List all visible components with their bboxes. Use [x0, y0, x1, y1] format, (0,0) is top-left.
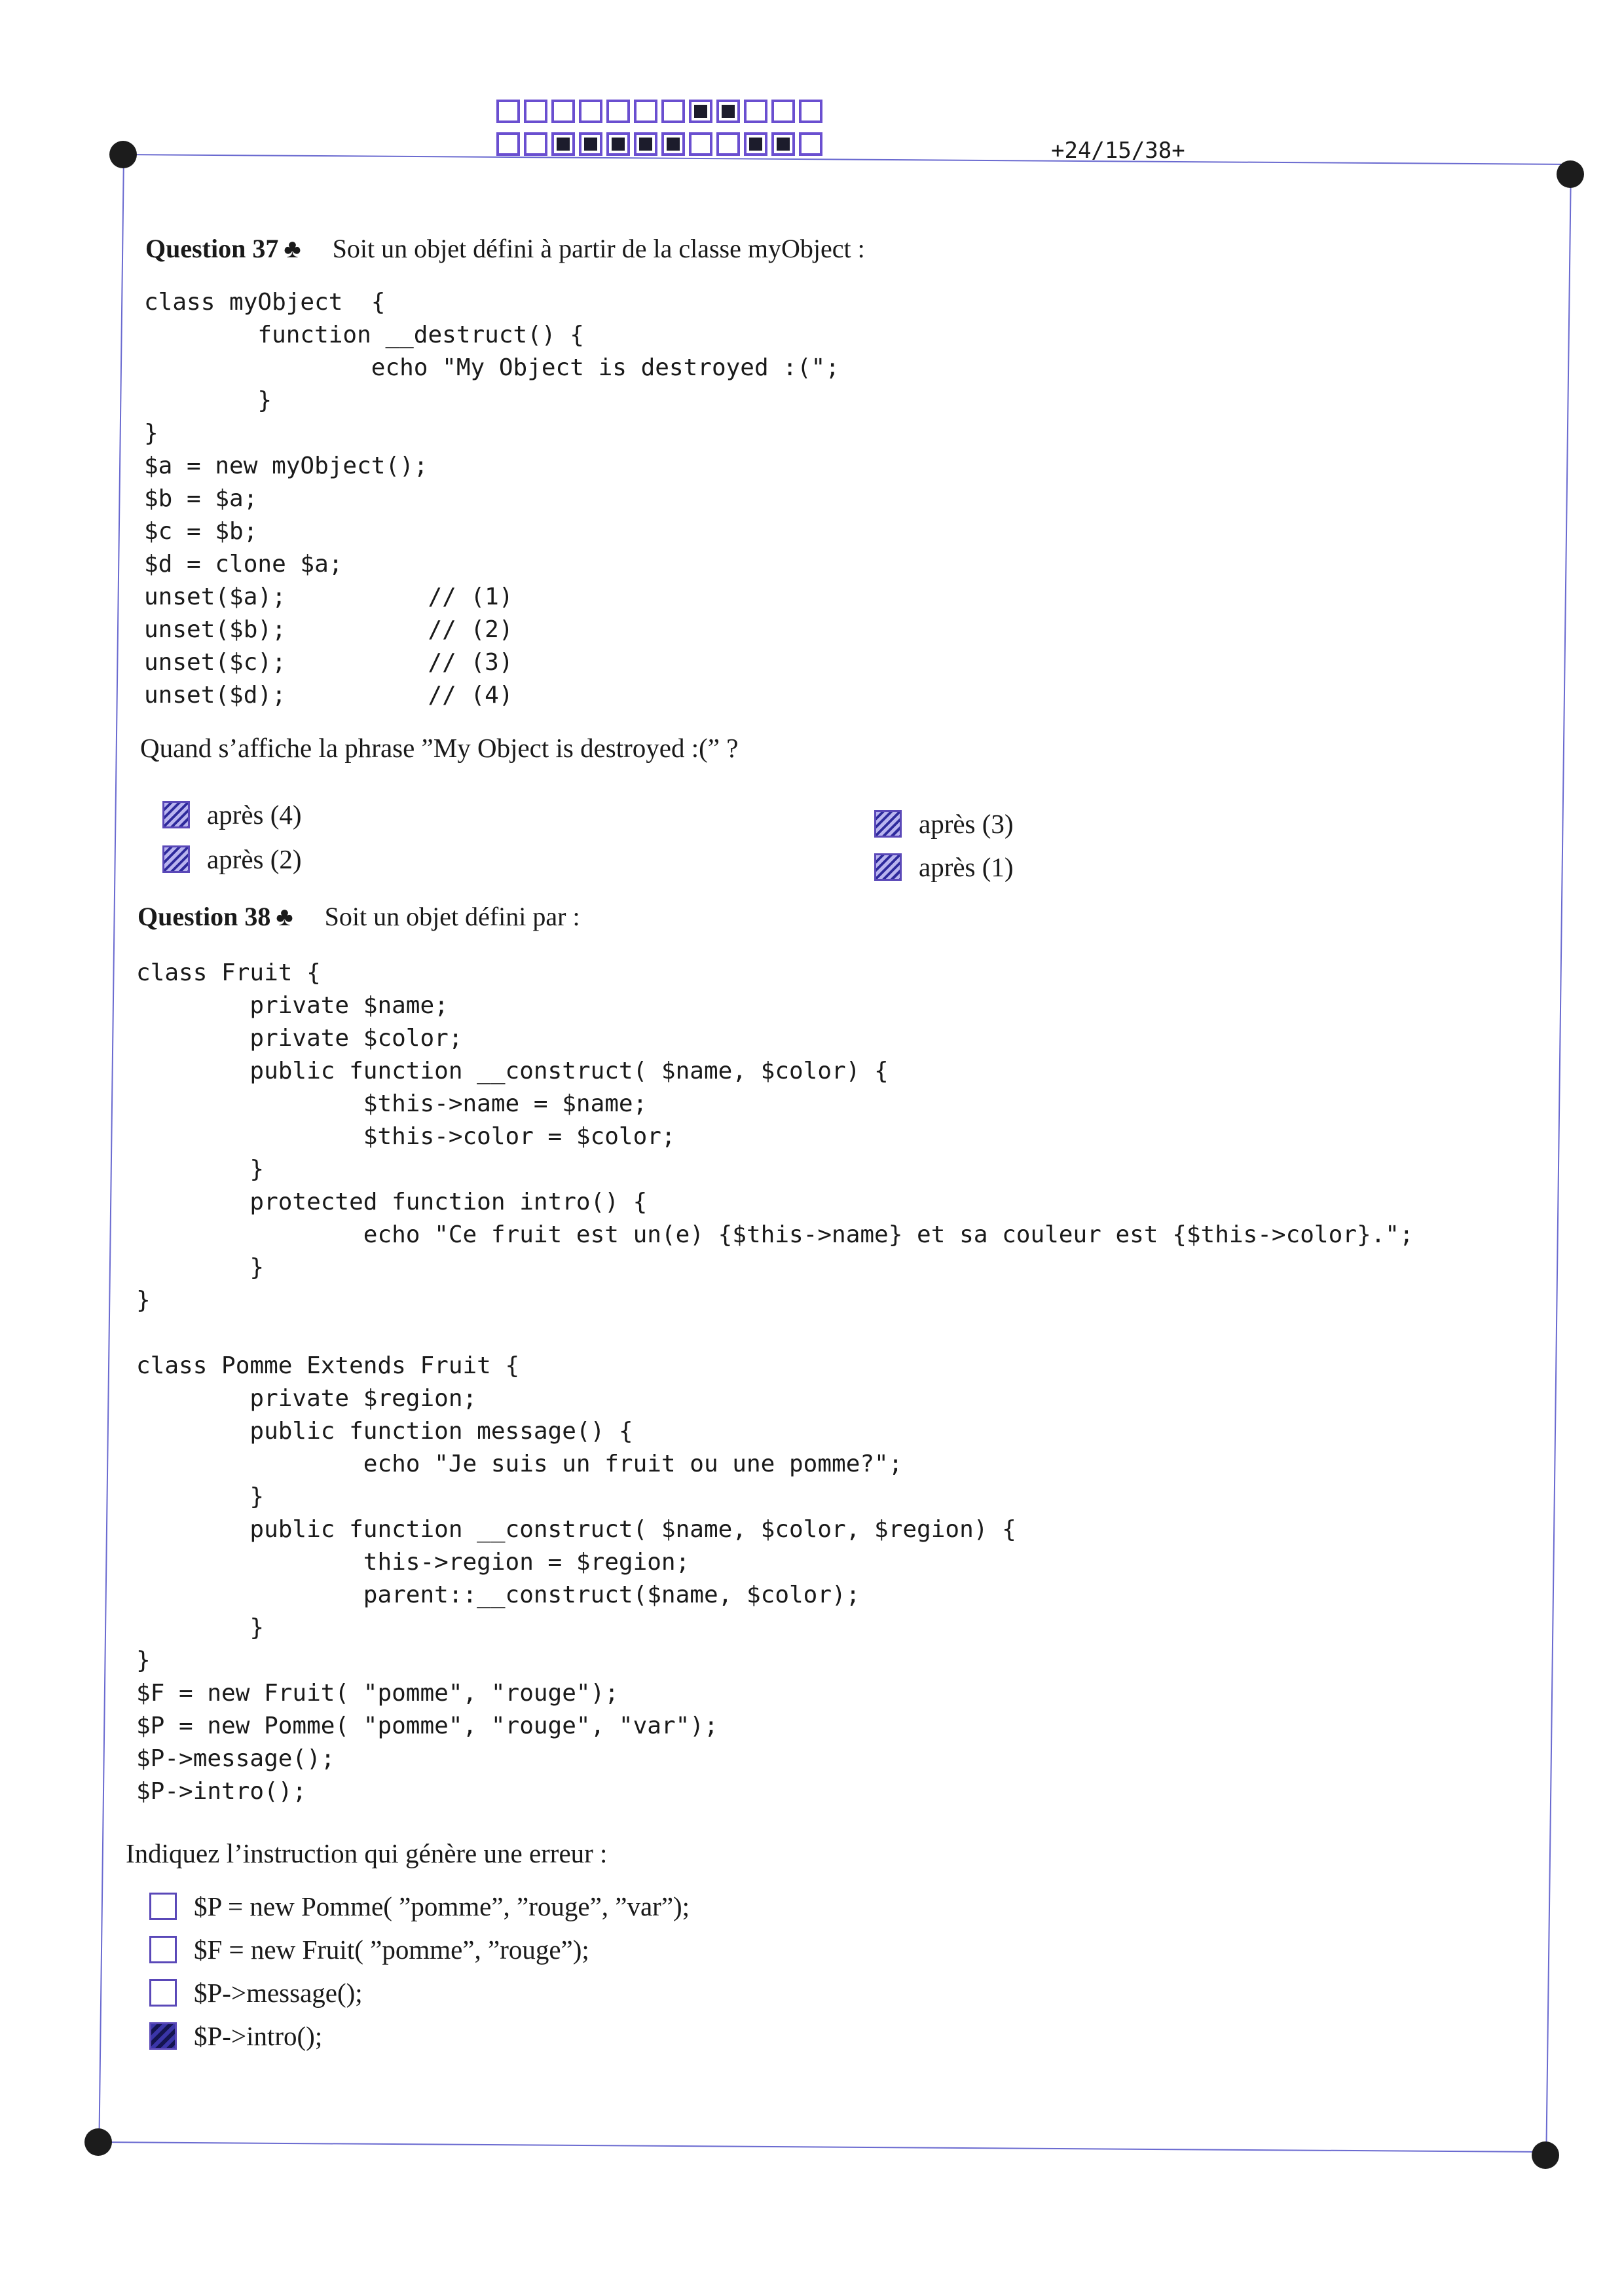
code-cell-filled	[606, 132, 630, 156]
answer-label: $P->intro();	[194, 2021, 323, 2051]
code-cell-empty	[799, 100, 822, 123]
question-label: Question 38	[138, 902, 271, 931]
code-cell-filled	[689, 100, 712, 123]
code-cell-empty	[579, 100, 602, 123]
q37-answer-2[interactable]	[162, 843, 302, 875]
answer-label: $F = new Fruit( ”pomme”, ”rouge”);	[194, 1935, 589, 1965]
question-label: Question 37	[145, 234, 279, 263]
question-intro: Soit un objet défini par :	[324, 902, 580, 931]
q37-answer-4[interactable]	[874, 851, 1014, 883]
checkbox[interactable]	[874, 810, 902, 838]
answer-label: après (4)	[207, 800, 302, 830]
code-cell-filled	[744, 132, 767, 156]
checkbox[interactable]	[874, 853, 902, 881]
code-cell-empty	[799, 132, 822, 156]
q37-answer-3[interactable]	[874, 808, 1014, 840]
answer-label: après (1)	[919, 852, 1014, 882]
corner-marker-bottom-left	[84, 2128, 112, 2156]
q38-answer-1[interactable]	[149, 1891, 690, 1922]
code-cell-empty	[496, 100, 520, 123]
code-cell-empty	[551, 100, 575, 123]
corner-marker-top-left	[109, 141, 137, 168]
code-cell-empty	[689, 132, 712, 156]
answer-label: après (2)	[207, 844, 302, 874]
question-37-prompt: Quand s’affiche la phrase ”My Object is destroyed :(” ?	[140, 733, 739, 763]
code-cell-filled	[771, 132, 795, 156]
code-cell-empty	[524, 132, 547, 156]
question-38-prompt: Indiquez l’instruction qui génère une erreur :	[126, 1838, 608, 1868]
frame-right-line	[1545, 164, 1572, 2151]
code-cell-empty	[634, 100, 657, 123]
answer-label: $P = new Pomme( ”pomme”, ”rouge”, ”var”);	[194, 1891, 690, 1921]
code-cell-empty	[771, 100, 795, 123]
code-cell-empty	[716, 132, 740, 156]
checkbox[interactable]	[149, 1936, 177, 1963]
code-cell-empty	[496, 132, 520, 156]
code-cell-filled	[579, 132, 602, 156]
check-code	[496, 100, 817, 162]
q38-answer-4[interactable]	[149, 2020, 322, 2052]
frame-top-line	[123, 154, 1570, 165]
question-38-title	[138, 901, 580, 932]
answer-label: après (3)	[919, 809, 1014, 839]
checkbox[interactable]	[162, 801, 190, 828]
checkbox[interactable]	[149, 1893, 177, 1920]
code-cell-filled	[551, 132, 575, 156]
question-37-code: class myObject { function __destruct() { echo "My Object is destroyed :("; } } $a = new myObject(); $b = $a; $c = $b; $d = clone $a; unset($a); // (1) unset($b); // (2) unset($c); // (3) unset($d); // (4)	[144, 289, 840, 709]
corner-marker-top-right	[1557, 160, 1584, 188]
question-37-title	[145, 233, 865, 264]
frame-bottom-line	[98, 2141, 1545, 2153]
question-intro: Soit un objet défini à partir de la classe myObject :	[332, 234, 865, 263]
code-cell-filled	[716, 100, 740, 123]
code-cell-empty	[744, 100, 767, 123]
check-code-row-1	[496, 100, 822, 123]
q37-answer-1[interactable]	[162, 799, 302, 830]
question-38-code: class Fruit { private $name; private $color; public function __construct( $name, $color) { $this->name = $name; $this->color = $color; } protected function intro() { echo "Ce fruit est un(e) {$this->name} et sa couleur est {$this->color}."; } } class Pomme Extends Fruit { private $region; public function message() { echo "Je suis un fruit ou une pomme?"; } public function __construct( $name, $color, $region) { this->region = $region; parent::__construct($name, $color); } } $F = new Fruit( "pomme", "rouge"); $P = new Pomme( "pomme", "rouge", "var"); $P->message(); $P->intro();	[136, 959, 1414, 1805]
page-id: +24/15/38+	[1051, 138, 1185, 164]
code-cell-empty	[524, 100, 547, 123]
q38-answer-3[interactable]	[149, 1977, 363, 2009]
answer-label: $P->message();	[194, 1978, 363, 2008]
club-icon: ♣	[284, 234, 301, 263]
corner-marker-bottom-right	[1532, 2141, 1559, 2169]
frame-left-line	[98, 154, 124, 2141]
code-cell-filled	[661, 132, 685, 156]
q38-answer-2[interactable]	[149, 1934, 589, 1965]
checkbox[interactable]	[149, 1979, 177, 2007]
code-cell-empty	[606, 100, 630, 123]
club-icon: ♣	[276, 902, 293, 931]
checkbox[interactable]	[162, 845, 190, 873]
code-cell-filled	[634, 132, 657, 156]
check-code-row-2	[496, 132, 822, 156]
code-cell-empty	[661, 100, 685, 123]
checkbox[interactable]	[149, 2022, 177, 2050]
